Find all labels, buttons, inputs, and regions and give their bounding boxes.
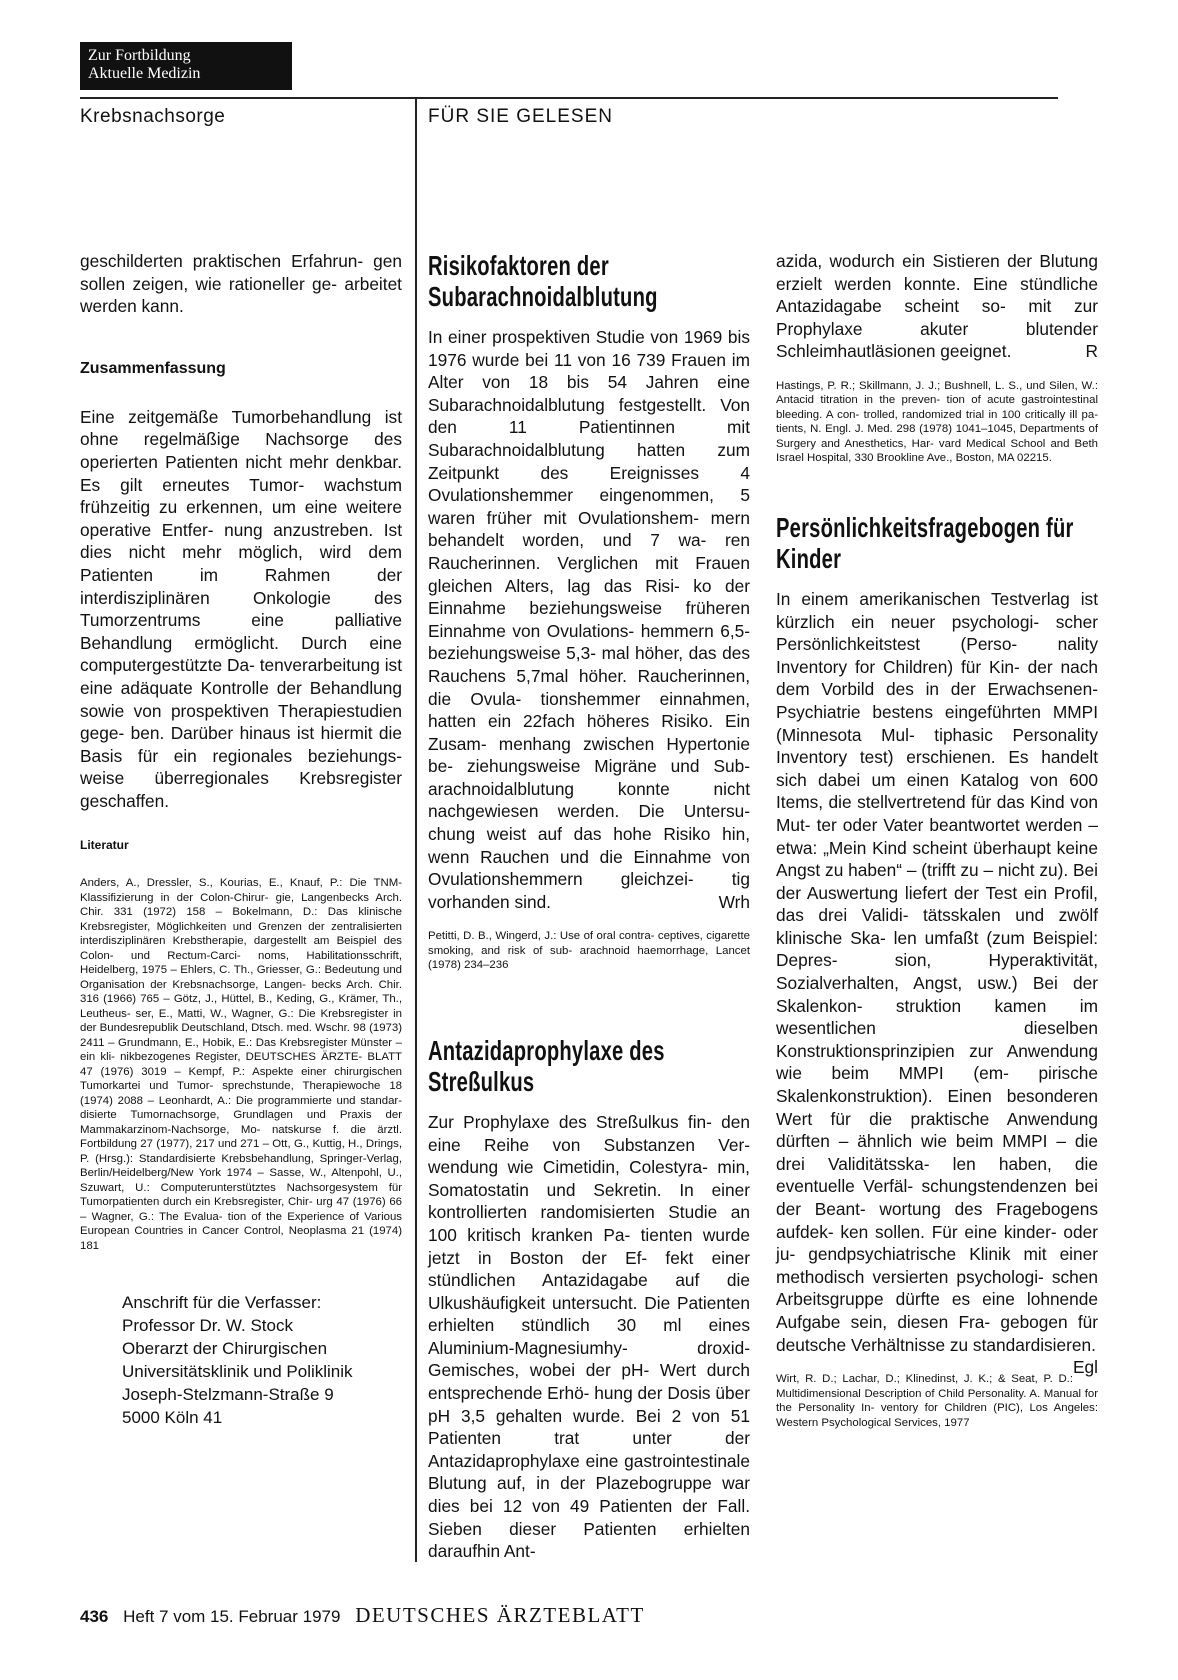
literature-heading: Literatur <box>80 838 129 853</box>
literature-references: Anders, A., Dressler, S., Kourias, E., Knauf, P.: Die TNM-Klassifizierung in der Colon-Chirur- gie, Langenbecks Arch. Chir. 331 (1972) 158 – Bokelmann, D.: Das klinische Krebsregister, Möglichkeiten und Grenzen der zentralisierten interdisziplinären Krebstherapie, dargestellt am Beispiel des Colon- und Rectum-Carci- noms, Habilitationsschrift, Heidelberg, 1975 – Ehlers, C. Th., Griesser, G.: Bedeutung und Organisation der Krebsnachsorge, Langen- becks Arch. Chir. 316 (1966) 765 – Götz, J., Hüttel, B., Keding, G., Krämer, Th., Leutheus- ser, E., Matti, W., Wagner, G.: Die Krebsregister in der Bundesrepublik Deutschland, Dtsch. med. Wschr. 98 (1973) 2411 – Grundmann, E., Hobik, E.: Das Krebsregister Münster – ein kli- nikbezogenes Register, DEUTSCHES ÄRZTE- BLATT 47 (1976) 3019 – Kempf, P.: Aspekte einer chirurgischen Tumorkartei und Tumor- sprechstunde, Therapiewoche 18 (1974) 2088 – Leonhardt, A.: Die programmierte und standar- disierte Tumornachsorge, Grundlagen und Praxis der Mammakarzinom-Nachsorge, Mo- natskurse f. die ärztl. Fortbildung 27 (1977), 217 und 271 – Ott, G., Kuttig, H., Drings, P. (Hrsg.): Standardisierte Krebsbehandlung, Springer-Verlag, Berlin/Heidelberg/New York 1974 – Sasse, W., Altenpohl, U., Szuwart, U.: Computerunterstütztes Nachsorgesystem für Tumorpatienten durch ein Krebsregister, Chir- urg 47 (1976) 66 – Wagner, G.: The Evalua- tion of the Experience of Various European Countries in Cancer Control, Neoplasma 21 (1974) 181 <box>80 877 402 1252</box>
address-line: Joseph-Stelzmann-Straße 9 <box>122 1385 334 1405</box>
article-title-personality: Persönlichkeitsfragebogen für Kinder <box>776 511 1074 574</box>
address-line: Oberarzt der Chirurgischen <box>122 1339 328 1359</box>
article-author-initials: Wrh <box>718 891 750 912</box>
header-rule <box>80 97 1058 99</box>
summary-paragraph: Eine zeitgemäße Tumorbehandlung ist ohne regelmäßige Nachsorge des operierten Patienten nicht mehr denkbar. Es gilt erneutes Tumor- wachstum frühzeitig zu erkennen, um eine weitere operative Entfer- nung anzustreben. Ist dies nicht mehr möglich, wird dem Patienten im Rahmen der interdisziplinären Onkologie des Tumorzentrums eine palliative Behandlung ermöglicht. Durch eine computergestützte Da- tenverarbeitung ist eine adäquate Kontrolle der Behandlung sowie von prospektiven Therapiestudien gege- ben. Darüber hinaus ist hiermit die Basis für ein regionales beziehungs- weise überregionales Krebsregister geschaffen. <box>80 406 402 811</box>
article-title-antacid: Antazidaprophylaxe des Streßulkus <box>428 1034 665 1097</box>
address-line: Universitätsklinik und Poliklinik <box>122 1362 353 1382</box>
section-badge <box>80 42 292 90</box>
column-divider <box>415 97 417 1562</box>
left-column <box>80 250 402 1429</box>
issue-info: Heft 7 vom 15. Februar 1979 <box>123 1607 341 1626</box>
article-author-initials: Egl <box>1073 1357 1098 1378</box>
badge-line-1: Zur Fortbildung <box>88 47 191 64</box>
section-title-right: FÜR SIE GELESEN <box>428 106 613 127</box>
article-body-personality <box>776 588 1098 1378</box>
article-text: In einem amerikanischen Testverlag ist kürzlich ein neuer psychologi- scher Persönlichkeitstest (Perso- nality Inventory for Children) für Kin- der nach dem Vorbild des in der Erwachsenen-Psychiatrie bestens eingeführten MMPI (Minnesota Mul- tiphasic Personality Inventory test) erschienen. Es handelt sich dabei um einen Katalog von 600 Items, die stellvertretend für das Kind von Mut- ter oder Vater beantwortet werden – etwa: „Mein Kind scheint überhaupt keine Angst zu haben“ – (trifft zu – nicht zu). Bei der Auswertung liefert der Test ein Profil, das drei Validi- tätsskalen und zwölf klinische Ska- len umfaßt (zum Beispiel: Depres- sion, Hyperaktivität, Sozialverhalten, Angst, usw.) Bei der Skalenkon- struktion kamen im wesentlichen dieselben Konstruktionsprinzipien zur Anwendung wie beim MMPI (em- pirische Skalenkonstruktion). Einen besonderen Wert für die praktische Anwendung dürften – ähnlich wie beim MMPI – die drei Validitätsska- len haben, die eventuelle Verfäl- schungstendenzen bei der Beant- wortung des Fragebogens aufdek- ken sollen. Für eine kinder- oder ju- gendpsychiatrische Klinik mit einer methodisch versierten psychologi- schen Arbeitsgruppe dürfte es eine lohnende Aufgabe sein, diesen Fra- gebogen für deutsche Verhältnisse zu standardisieren. <box>776 588 1098 1355</box>
page-number: 436 <box>80 1607 109 1626</box>
article-author-initials: R <box>1085 341 1098 362</box>
article-title-risk-factors: Risikofaktoren der Subarachnoidalblutung <box>428 250 658 312</box>
address-line: 5000 Köln 41 <box>122 1408 223 1428</box>
article-body-risk-factors <box>428 326 750 913</box>
article-body-antacid-continued <box>776 250 1098 363</box>
middle-column <box>428 250 750 1563</box>
article-text: In einer prospektiven Studie von 1969 bis 1976 wurde bei 11 von 16 739 Frauen im Alter von 18 bis 54 Jahren eine Subarachnoidalblutung festgestellt. Von den 11 Patientinnen mit Subarachnoidalblutung hatten zum Zeitpunkt des Ereignisses 4 Ovulationshemmer eingenommen, 5 waren früher mit Ovulationshem- mern behandelt worden, und 7 wa- ren Raucherinnen. Verglichen mit Frauen gleichen Alters, lag das Risi- ko der Einnahme beziehungsweise früheren Einnahme von Ovulations- hemmern 6,5- beziehungsweise 5,3- mal höher, das des Rauchens 5,7mal höher. Raucherinnen, die Ovula- tionshemmer einnahmen, hatten ein 22fach höheres Risiko. Ein Zusam- menhang zwischen Hypertonie be- ziehungsweise Migräne und Sub- arachnoidalblutung konnte nicht nachgewiesen werden. Die Untersu- chung weist auf das hohe Risiko hin, wenn Rauchen und die Einnahme von Ovulationshemmern gleichzei- tig vorhanden sind. <box>428 327 750 912</box>
intro-paragraph: geschilderten praktischen Erfahrun- gen sollen zeigen, wie rationeller ge- arbeitet werden kann. <box>80 251 402 317</box>
article-reference: Hastings, P. R.; Skillmann, J. J.; Bushnell, L. S., und Silen, W.: Antacid titration in the preven- tion of acute gastrointestinal bleeding. A con- trolled, randomized trial in 100 critically ill pa- tients, N. Engl. J. Med. 298 (1978) 1041–1045, Departments of Surgery and Anesthetics, Har- vard Medical School and Beth Israel Hospital, 330 Brookline Ave., Boston, MA 02215. <box>776 379 1098 465</box>
page-footer <box>80 1603 645 1628</box>
article-text: azida, wodurch ein Sistieren der Blutung erzielt werden konnte. Eine stündliche Antazidagabe scheint so- mit zur Prophylaxe akuter blutender Schleimhautläsionen geeignet. <box>776 251 1098 362</box>
section-title-left: Krebsnachsorge <box>80 106 226 127</box>
article-reference: Petitti, D. B., Wingerd, J.: Use of oral contra- ceptives, cigarette smoking, and risk of sub- arachnoid haemorrhage, Lancet (1978) 234–236 <box>428 930 750 972</box>
article-reference: Wirt, R. D.; Lachar, D.; Klinedinst, J. K.; & Seat, P. D.: Multidimensional Description of Child Personality. A. Manual for the Personality In- ventory for Children (PIC), Los Angeles: Western Psychological Services, 1977 <box>776 1373 1098 1429</box>
right-column <box>776 250 1098 1430</box>
summary-heading: Zusammenfassung <box>80 359 226 377</box>
address-line: Professor Dr. W. Stock <box>122 1316 293 1336</box>
address-line: Anschrift für die Verfasser: <box>122 1293 322 1313</box>
badge-line-2: Aktuelle Medizin <box>88 65 201 82</box>
article-body-antacid: Zur Prophylaxe des Streßulkus fin- den eine Reihe von Substanzen Ver- wendung wie Cimetidin, Colestyra- min, Somatostatin und Sekretin. In einer kontrollierten randomisierten Studie an 100 kritisch kranken Pa- tienten wurde jetzt in Boston der Ef- fekt einer stündlichen Antazidagabe auf die Ulkushäufigkeit untersucht. Die Patienten erhielten stündlich 30 ml eines Aluminium-Magnesiumhy- droxid-Gemisches, wobei der pH- Wert durch entsprechende Erhö- hung der Dosis über pH 3,5 gehalten wurde. Bei 2 von 51 Patienten trat unter der Antazidaprophylaxe eine gastrointestinale Blutung auf, in der Plazebogruppe war dies bei 12 von 49 Patienten der Fall. Sieben dieser Patienten erhielten daraufhin Ant- <box>428 1111 750 1562</box>
author-address <box>122 1291 402 1429</box>
journal-name: DEUTSCHES ÄRZTEBLATT <box>355 1603 645 1627</box>
